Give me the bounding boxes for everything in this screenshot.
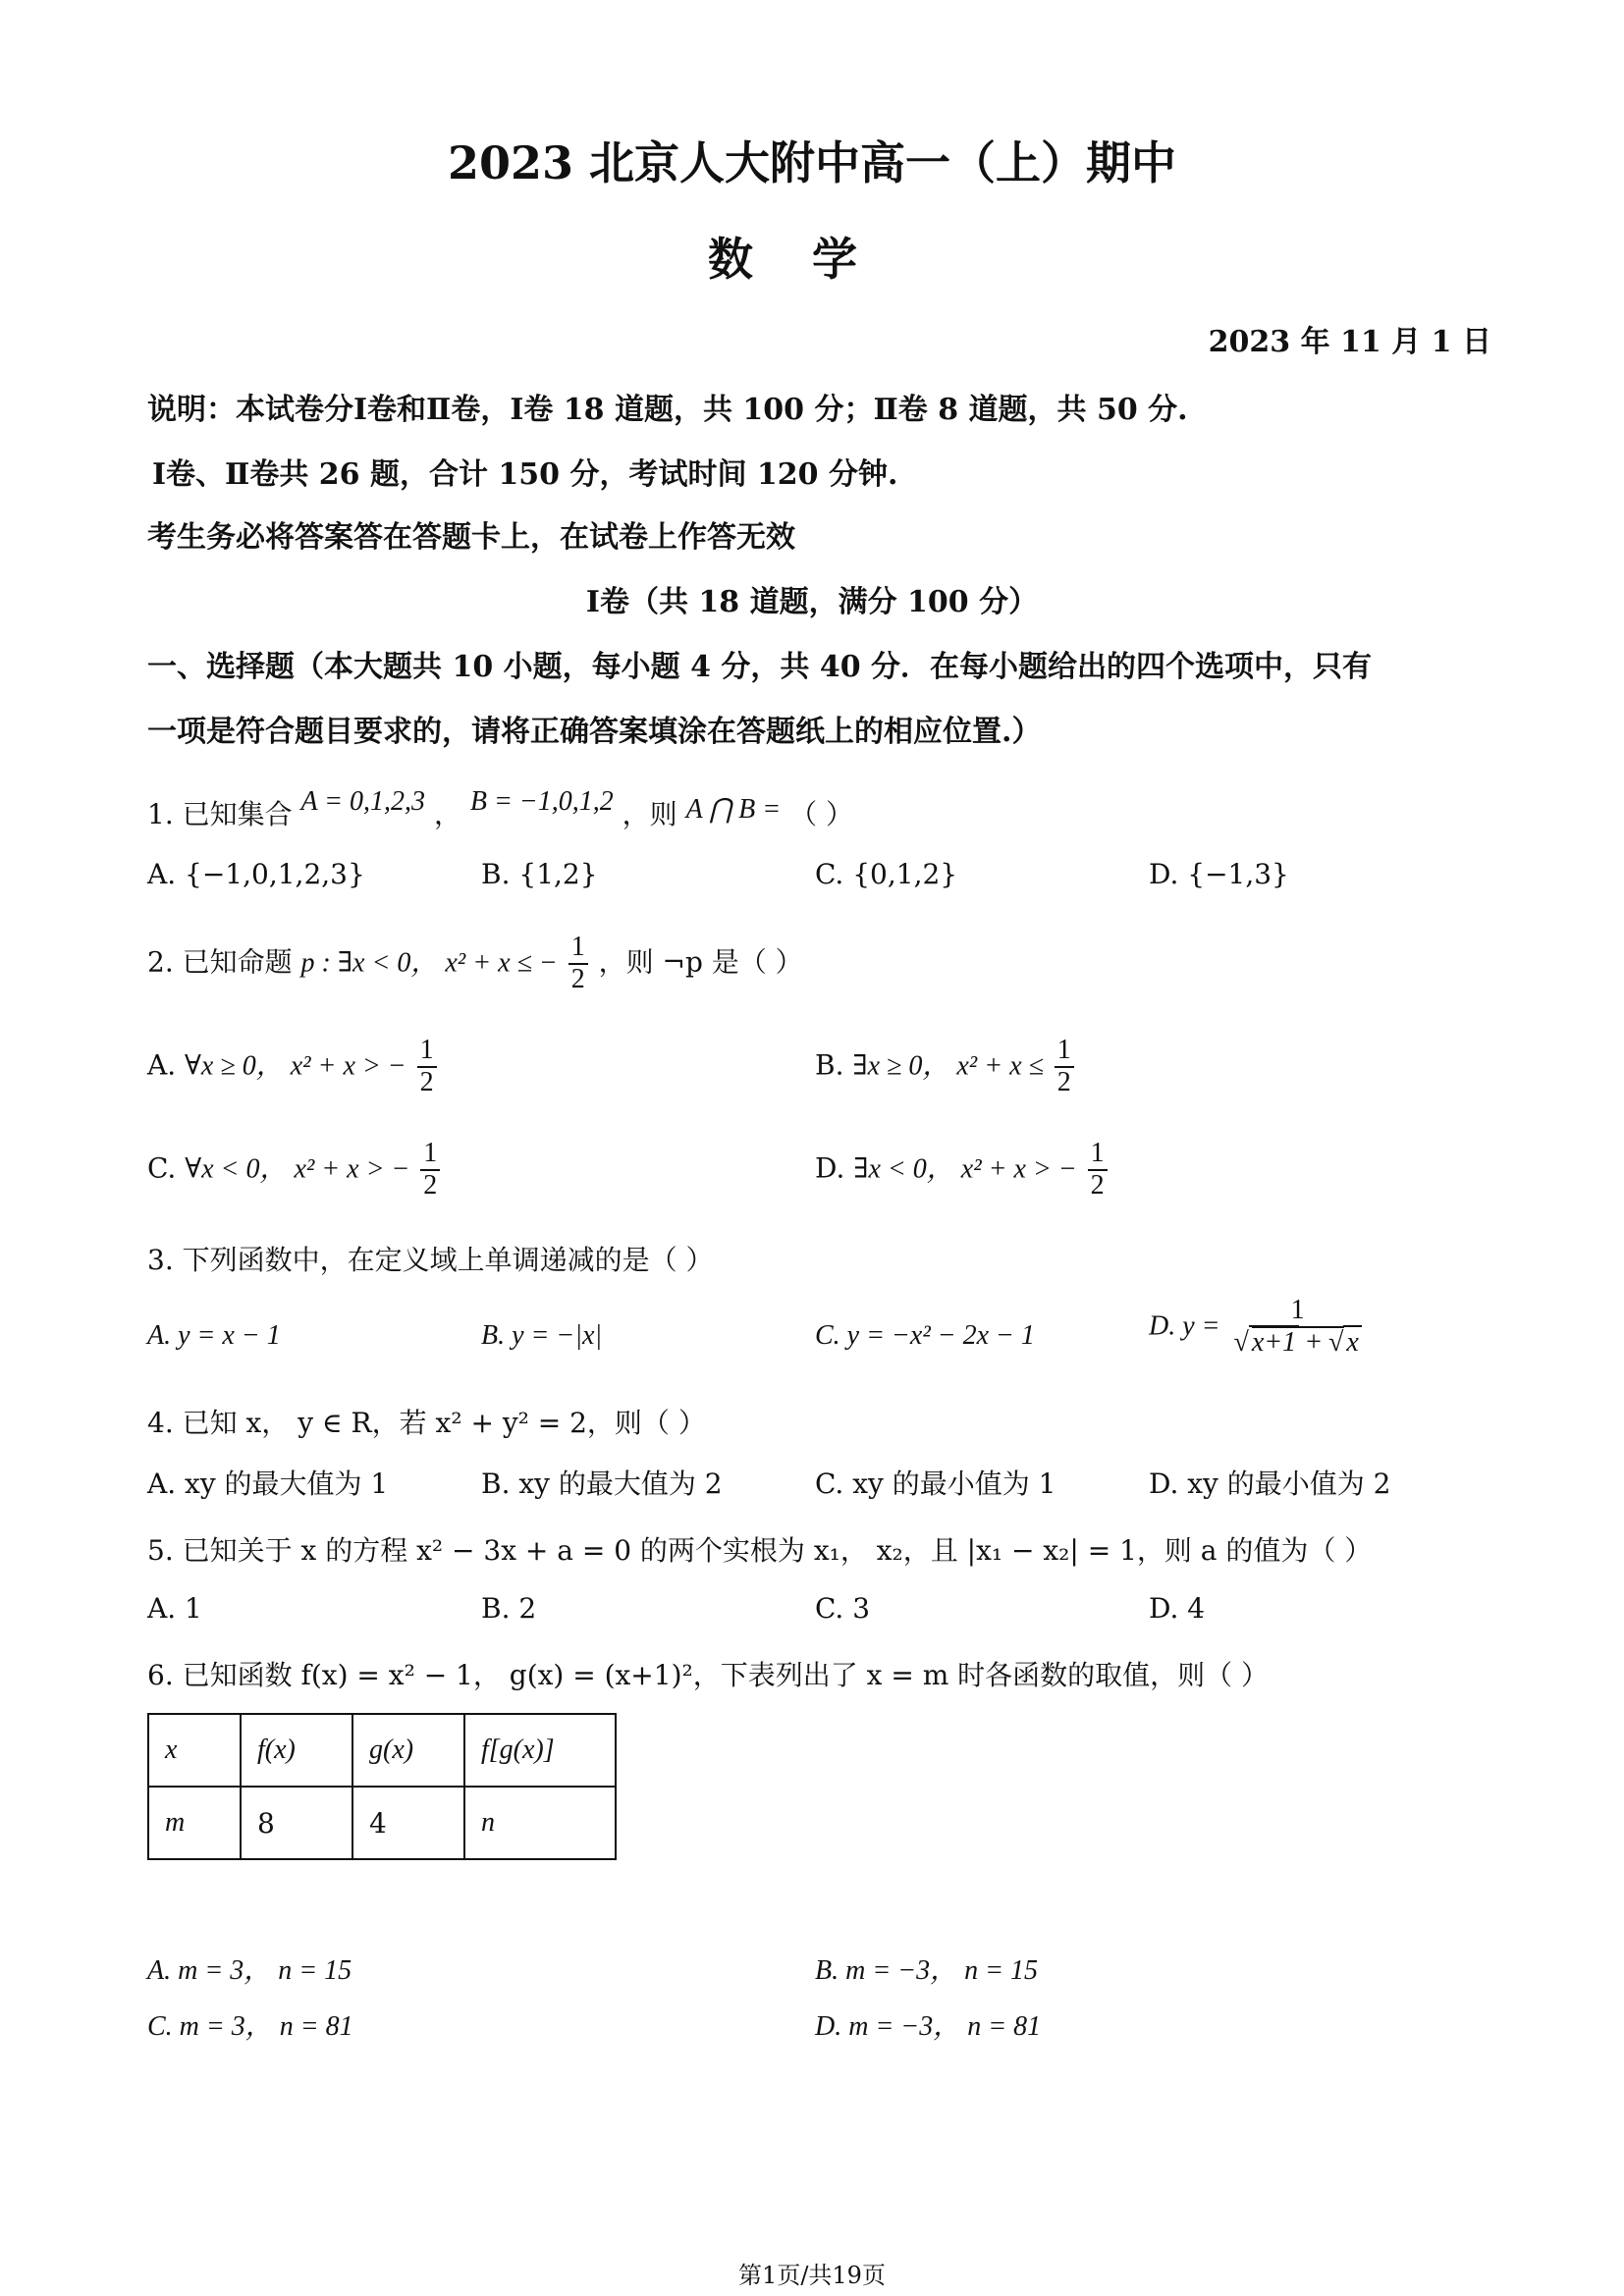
page-footer: 第1页/共19页 <box>738 2262 886 2289</box>
exam-subject: 数学 <box>708 233 916 286</box>
q1-set-a: A = 0,1,2,3 <box>300 786 426 817</box>
q2-option-c: C. ∀x < 0， x² + x > − $\frac{1}{2}$ <box>147 1139 442 1201</box>
q2-stem-expr: p : ∃x < 0， x² + x ≤ − <box>300 947 558 979</box>
q2-stem-prefix: 2. 已知命题 <box>147 945 293 979</box>
note-line-1: 说明：本试卷分Ⅰ卷和Ⅱ卷，Ⅰ卷 18 道题，共 100 分；Ⅱ卷 8 道题，共 50 分. <box>147 393 1188 427</box>
q4-option-d: D. xy 的最小值为 2 <box>1149 1468 1391 1500</box>
q5-option-d: D. 4 <box>1149 1592 1206 1625</box>
q4-option-b: B. xy 的最大值为 2 <box>481 1468 723 1500</box>
q5-option-a: A. 1 <box>147 1592 202 1625</box>
question-6: 6. 已知函数 f(x) = x² − 1， g(x) = (x+1)²，下表列出了 x = m 时各函数的取值，则（ ） <box>147 1659 1270 1691</box>
table-header-cell: f(x) <box>241 1714 352 1787</box>
q3-option-d: D. y = $\frac{1}{√ x+1 + √ x}$ <box>1149 1296 1367 1359</box>
q3-option-b: B. y = −|x| <box>481 1320 603 1351</box>
q3-option-c: C. y = −x² − 2x − 1 <box>815 1320 1035 1351</box>
question-4: 4. 已知 x， y ∈ R，若 x² + y² = 2，则（ ） <box>147 1407 706 1439</box>
q4-option-a: A. xy 的最大值为 1 <box>147 1468 389 1500</box>
table-cell: 4 <box>352 1787 464 1859</box>
note-line-2: Ⅰ卷、Ⅱ卷共 26 题，合计 150 分，考试时间 120 分钟. <box>152 457 898 492</box>
question-1: 1. 已知集合 A = 0,1,2,3 ， B = −1,0,1,2 ，则 A ⋂ B = （ ） <box>147 786 853 830</box>
q6-option-b: B. m = −3， n = 15 <box>815 1955 1039 1986</box>
q2-option-d: D. ∃x < 0， x² + x > − $\frac{1}{2}$ <box>815 1139 1110 1201</box>
section-header: Ⅰ卷（共 18 道题，满分 100 分） <box>585 585 1039 619</box>
q1-set-b: B = −1,0,1,2 <box>469 786 614 817</box>
q2-fraction: $\frac{1}{2}$ <box>568 933 588 995</box>
exam-title: 2023 北京人大附中高一（上）期中 <box>447 136 1177 189</box>
table-header-cell: g(x) <box>352 1714 464 1787</box>
q1-stem-prefix: 1. 已知集合 <box>147 798 293 830</box>
q4-option-c: C. xy 的最小值为 1 <box>815 1468 1056 1500</box>
q2-stem-suffix: ，则 ¬p 是（ ） <box>598 945 803 979</box>
q6-option-c: C. m = 3， n = 81 <box>147 2011 353 2042</box>
q1-paren: （ ） <box>789 798 853 830</box>
q2-option-b: B. ∃x ≥ 0， x² + x ≤ $\frac{1}{2}$ <box>815 1036 1076 1098</box>
question-5: 5. 已知关于 x 的方程 x² − 3x + a = 0 的两个实根为 x₁， x₂，且 |x₁ − x₂| = 1，则 a 的值为（ ） <box>147 1534 1373 1567</box>
q1-option-d: D. {−1,3} <box>1149 858 1289 890</box>
question-2 <box>147 933 803 995</box>
q1-option-c: C. {0,1,2} <box>815 858 958 890</box>
q6-option-a: A. m = 3， n = 15 <box>147 1955 352 1986</box>
table-row <box>148 1787 616 1859</box>
q5-option-c: C. 3 <box>815 1592 871 1625</box>
table-header-row <box>148 1714 616 1787</box>
value-table <box>147 1713 617 1860</box>
exam-date: 2023 年 11 月 1 日 <box>1208 325 1491 359</box>
table-header-cell: f[g(x)] <box>464 1714 616 1787</box>
q6-option-d: D. m = −3， n = 81 <box>815 2011 1042 2042</box>
question-3: 3. 下列函数中，在定义域上单调递减的是（ ） <box>147 1244 714 1276</box>
part-one-heading-line-1: 一、选择题（本大题共 10 小题，每小题 4 分，共 40 分．在每小题给出的四个选项中，只有 <box>147 650 1373 684</box>
table-header-cell: x <box>148 1714 241 1787</box>
q1-option-b: B. {1,2} <box>481 858 598 890</box>
q1-expr: A ⋂ B = <box>685 794 782 825</box>
table-cell: m <box>148 1787 241 1859</box>
q5-option-b: B. 2 <box>481 1592 537 1625</box>
table-cell: 8 <box>241 1787 352 1859</box>
q1-option-a: A. {−1,0,1,2,3} <box>147 858 365 890</box>
part-one-heading-line-2: 一项是符合题目要求的，请将正确答案填涂在答题纸上的相应位置.） <box>147 715 1042 749</box>
q2-option-a: A. ∀x ≥ 0， x² + x > − $\frac{1}{2}$ <box>147 1036 439 1098</box>
q1-stem-mid: ，则 <box>622 798 677 830</box>
note-line-3: 考生务必将答案答在答题卡上，在试卷上作答无效 <box>147 520 795 555</box>
table-cell: n <box>464 1787 616 1859</box>
q3-option-a: A. y = x − 1 <box>147 1320 281 1351</box>
